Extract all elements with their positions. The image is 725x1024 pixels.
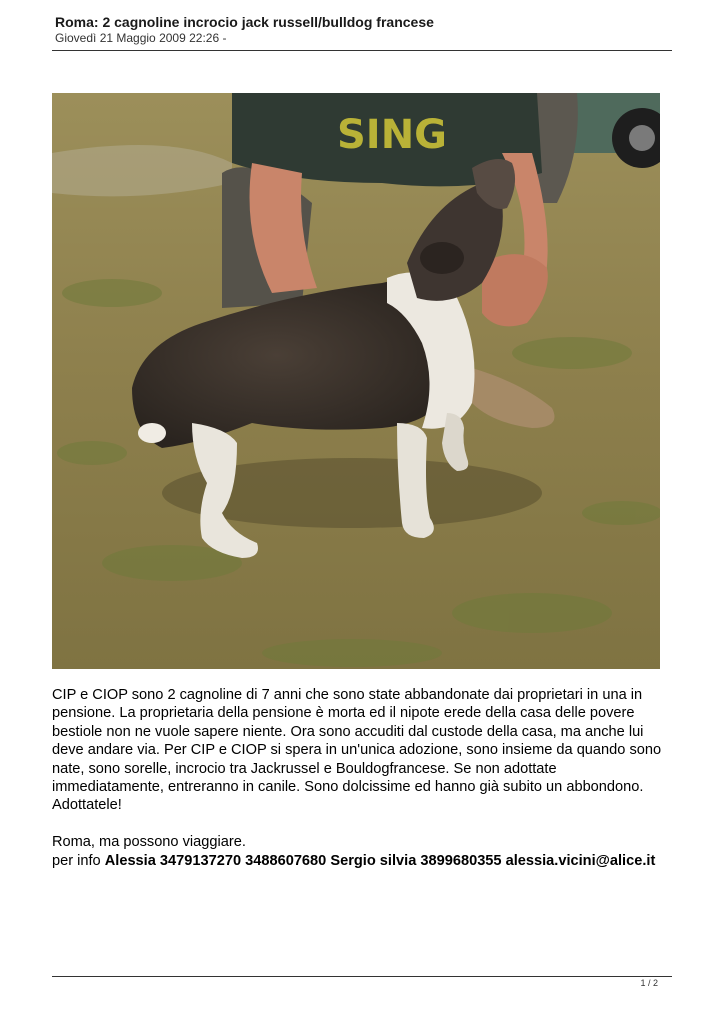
contact-details: Alessia 3479137270 3488607680 Sergio silvia 3899680355 alessia.vicini@alice.it [104,852,656,869]
publish-date: Giovedì 21 Maggio 2009 22:26 - [55,31,227,45]
article-paragraph: CIP e CIOP sono 2 cagnoline di 7 anni che sono state abbandonate dai proprietari in una in pensione. La proprietaria della pensione è morta ed il nipote erede della casa delle povere bestiole non ne vuole sapere niente. Ora sono accuditi dal custode della casa, ma anche lui deve andare via. Per CIP e CIOP si spera in un'unica adozione, sono insieme da quando sono nate, sono sorelle, incrocio tra Jackrussel e Bouldogfrancese. Se non adottate immediatamente, entreranno in canile. Sono dolcissime ed hanno già subito un abbondono. Adottatele! [52,687,662,814]
footer-divider [52,976,672,977]
dog-photo [52,93,660,669]
shirt-print: SING [337,112,447,158]
header-divider [52,50,672,51]
contact-prefix: per info [52,852,105,869]
article-body [52,686,672,870]
page-number: 1 / 2 [640,978,658,988]
location-line: Roma, ma possono viaggiare. [52,834,246,851]
page-title: Roma: 2 cagnoline incrocio jack russell/bulldog francese [55,14,434,30]
contact-line [52,852,672,870]
